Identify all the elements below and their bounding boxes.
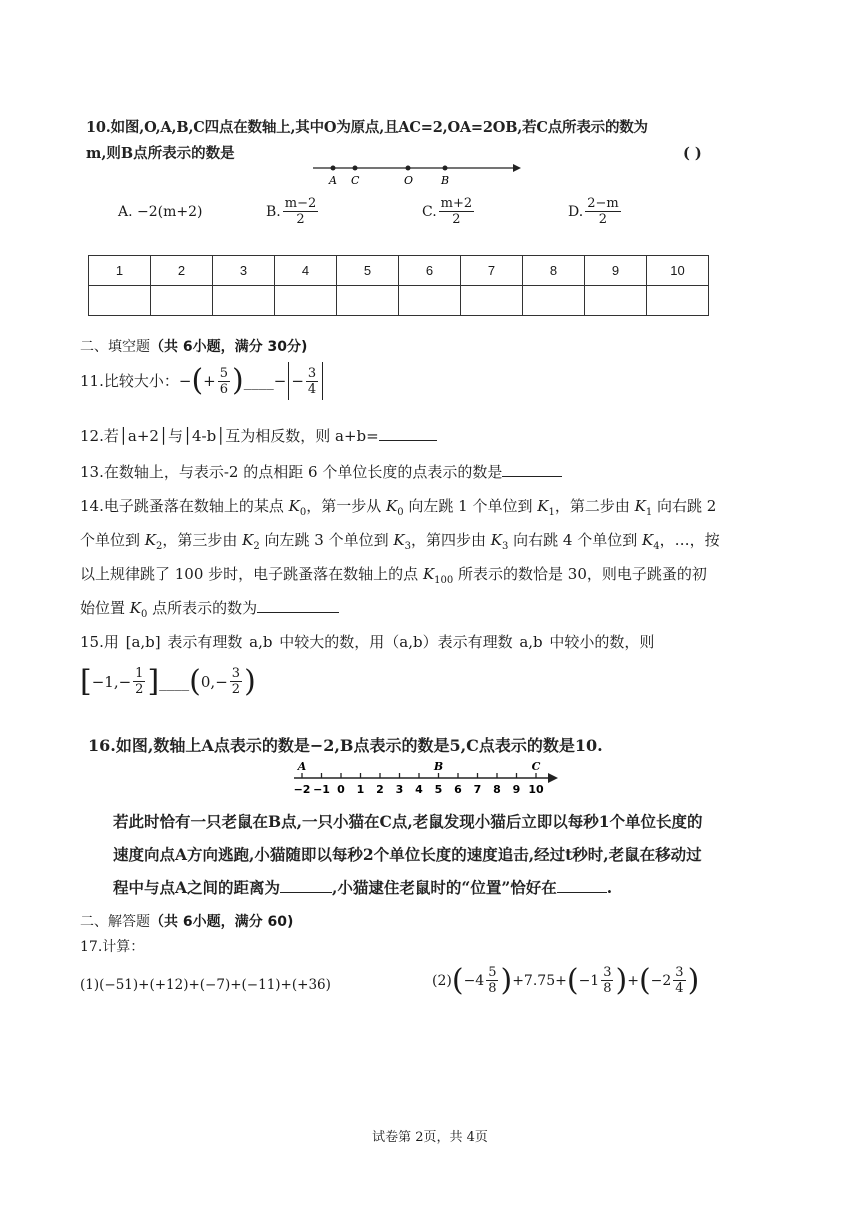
answer-cell[interactable] <box>461 286 523 316</box>
tick-label: 6 <box>454 783 462 796</box>
option-c: C. $\frac{m+2}{2}$ <box>422 196 473 227</box>
answer-cell[interactable] <box>399 286 461 316</box>
q11-blank[interactable]: ____ <box>243 372 274 390</box>
answer-table-header: 5 <box>337 256 399 286</box>
question-17-part2: (2) ( −4 $\frac{5}{8}$ ) +7.75+ ( −1 $\frac{3}{8}$ ) + ( −2 $\frac{3}{4}$ ) <box>432 962 700 998</box>
answer-table-header: 8 <box>523 256 585 286</box>
answer-table-header: 4 <box>275 256 337 286</box>
tick-label: 10 <box>528 783 544 796</box>
question-16-stem: 16.如图,数轴上A点表示的数是−2,B点表示的数是5,C点表示的数是10. <box>88 736 603 755</box>
q13-blank[interactable] <box>502 462 562 477</box>
q10-number-line <box>308 158 523 190</box>
page-footer: 试卷第 2页，共 4页 <box>372 1130 488 1145</box>
question-13: 13.在数轴上，与表示-2 的点相距 6 个单位长度的点表示的数是 <box>80 462 562 482</box>
question-15: 15.用 [a,b] 表示有理数 a,b 中较大的数，用（a,b）表示有理数 a,b 中较小的数，则 <box>80 633 655 651</box>
answer-cell[interactable] <box>523 286 585 316</box>
q16-blank-1[interactable] <box>280 876 332 893</box>
point-label: B <box>433 760 444 773</box>
answer-table-header: 9 <box>585 256 647 286</box>
question-16-line4: 程中与点A之间的距离为 ,小猫逮住老鼠时的“位置”恰好在 . <box>113 878 613 897</box>
answer-cell[interactable] <box>213 286 275 316</box>
q10-line1: 10.如图,O,A,B,C四点在数轴上,其中O为原点,且AC=2,OA=2OB,若C点所表示的数为 <box>86 119 648 136</box>
question-10-stem-line2: m,则B点所表示的数是 <box>86 145 235 162</box>
option-d: D. $\frac{2-m}{2}$ <box>568 196 619 227</box>
section-fill-in-heading: 二、填空题（共 6小题，满分 30分) <box>80 339 308 355</box>
answer-cell[interactable] <box>89 286 151 316</box>
answer-table <box>88 255 709 316</box>
question-14-line3: 以上规律跳了 100 步时，电子跳蚤落在数轴上的点 $K_{100}$ 所表示的数恰是 30，则电子跳蚤的初 <box>80 565 707 586</box>
answer-table-header: 3 <box>213 256 275 286</box>
answer-cell[interactable] <box>585 286 647 316</box>
answer-table-header: 10 <box>647 256 709 286</box>
point-label: C <box>531 760 541 773</box>
answer-cell[interactable] <box>337 286 399 316</box>
answer-table-answer-row <box>89 286 709 316</box>
tick-label: 2 <box>376 783 384 796</box>
question-15-expression: [ −1,− $\frac{1}{2}$ ] ____ ( 0,− $\frac{3}{2}$ ) <box>80 663 256 699</box>
answer-cell[interactable] <box>151 286 213 316</box>
axis-label-c: C <box>351 174 360 187</box>
point-label: A <box>297 760 307 773</box>
question-17-title: 17.计算： <box>80 939 145 955</box>
tick-label: 7 <box>473 783 482 796</box>
fraction-3-4: $\frac{3}{4}$ <box>307 365 317 397</box>
answer-table-header-row <box>89 256 709 286</box>
tick-label: 3 <box>395 783 404 796</box>
question-14-line1: 14.电子跳蚤落在数轴上的某点 $K_0$，第一步从 $K_0$ 向左跳 1 个单位到 $K_1$，第二步由 $K_1$ 向右跳 2 <box>80 497 717 518</box>
q12-blank[interactable] <box>379 426 437 441</box>
axis-label-a: A <box>329 174 337 187</box>
section-solve-heading: 二、解答题（共 6小题，满分 60) <box>80 914 294 930</box>
axis-label-o: O <box>404 174 414 187</box>
tick-label: −2 <box>293 783 311 796</box>
q16-blank-2[interactable] <box>557 876 607 893</box>
question-14-line4: 始位置 $K_0$ 点所表示的数为 <box>80 598 339 625</box>
answer-table-header: 6 <box>399 256 461 286</box>
q16-number-line <box>290 760 565 796</box>
q15-blank[interactable]: ____ <box>159 672 190 691</box>
question-14-line2: 个单位到 $K_2$，第三步由 $K_2$ 向左跳 3 个单位到 $K_3$，第四步由 $K_3$ 向右跳 4 个单位到 $K_4$，…，按 <box>80 531 720 552</box>
fraction-5-6: $\frac{5}{6}$ <box>219 365 229 397</box>
tick-label: 4 <box>415 783 423 796</box>
q10-answer-paren: ( ) <box>683 145 702 162</box>
question-12: 12.若│a+2│与│4-b│互为相反数，则 a+b= <box>80 426 437 446</box>
answer-table-header: 1 <box>89 256 151 286</box>
tick-label: 5 <box>434 783 443 796</box>
tick-label: 1 <box>356 783 365 796</box>
question-10-stem <box>86 118 648 138</box>
q14-blank[interactable] <box>257 598 339 613</box>
tick-label: 8 <box>493 783 501 796</box>
option-b: B. $\frac{m-2}{2}$ <box>266 196 317 227</box>
option-a: A. −2(m+2) <box>118 203 203 220</box>
q10-options <box>118 196 623 227</box>
answer-cell[interactable] <box>275 286 337 316</box>
answer-cell[interactable] <box>647 286 709 316</box>
tick-label: 9 <box>512 783 521 796</box>
tick-label: 0 <box>337 783 345 796</box>
question-16-line2: 若此时恰有一只老鼠在B点,一只小猫在C点,老鼠发现小猫后立即以每秒1个单位长度的 <box>113 812 703 831</box>
question-17-part1: (1)(−51)+(+12)+(−7)+(−11)+(+36) <box>80 977 331 993</box>
answer-table-header: 2 <box>151 256 213 286</box>
question-11: 11.比较大小： − ( + $\frac{5}{6}$ ) ____ − − $\frac{3}{4}$ <box>80 362 325 400</box>
axis-label-b: B <box>441 174 450 187</box>
question-16-line3: 速度向点A方向逃跑,小猫随即以每秒2个单位长度的速度追击,经过t秒时,老鼠在移动过 <box>113 845 702 864</box>
tick-label: −1 <box>313 783 330 796</box>
answer-table-header: 7 <box>461 256 523 286</box>
